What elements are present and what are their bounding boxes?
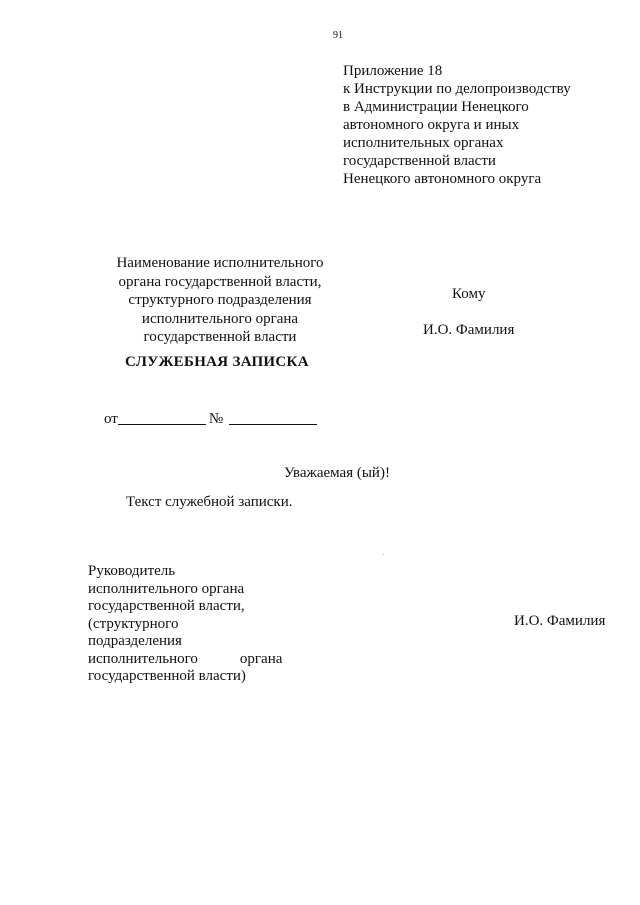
appendix-line: в Администрации Ненецкого: [343, 99, 529, 115]
org-name-line: органа государственной власти,: [118, 273, 322, 290]
appendix-line: исполнительных органах: [343, 135, 504, 151]
number-label: №: [208, 411, 224, 427]
signer-line: (структурного: [88, 615, 179, 632]
memo-body-text: Текст служебной записки.: [126, 494, 293, 510]
signer-line: государственной власти): [88, 668, 246, 684]
appendix-header: [343, 62, 571, 188]
from-label: от: [104, 411, 118, 427]
signer-line: Руководитель: [88, 563, 176, 579]
page-number: 91: [333, 30, 343, 41]
signer-line: [88, 651, 282, 669]
appendix-line: автономного округа и иных: [343, 117, 520, 133]
signer-line: исполнительного органа: [88, 580, 245, 597]
signer-line: государственной власти,: [88, 598, 245, 614]
date-number-row: [104, 410, 317, 428]
org-name-line: исполнительного органа: [141, 310, 299, 327]
date-blank-line: [118, 410, 206, 425]
addressee-name: И.О. Фамилия: [423, 322, 515, 338]
org-name-line: структурного подразделения: [128, 292, 312, 308]
salutation: Уважаемая (ый)!: [284, 465, 390, 481]
organization-name-block: [100, 254, 340, 347]
org-name-line: Наименование исполнительного: [116, 255, 324, 271]
appendix-line: к Инструкции по делопроизводству: [343, 81, 571, 97]
signer-line: подразделения: [88, 633, 182, 649]
addressee-label: Кому: [452, 286, 486, 302]
org-name-line: государственной власти: [143, 329, 297, 345]
signer-position-block: [88, 563, 282, 686]
appendix-line: государственной власти: [343, 153, 496, 169]
appendix-line: Ненецкого автономного округа: [343, 171, 542, 187]
appendix-line: Приложение 18: [343, 63, 443, 79]
signer-line-start: исполнительного: [88, 650, 198, 667]
scan-dot: [383, 554, 384, 555]
number-blank-line: [229, 410, 317, 425]
signer-line-end: органа: [239, 650, 283, 667]
document-title: СЛУЖЕБНАЯ ЗАПИСКА: [125, 354, 309, 370]
signer-name: И.О. Фамилия: [514, 613, 606, 629]
